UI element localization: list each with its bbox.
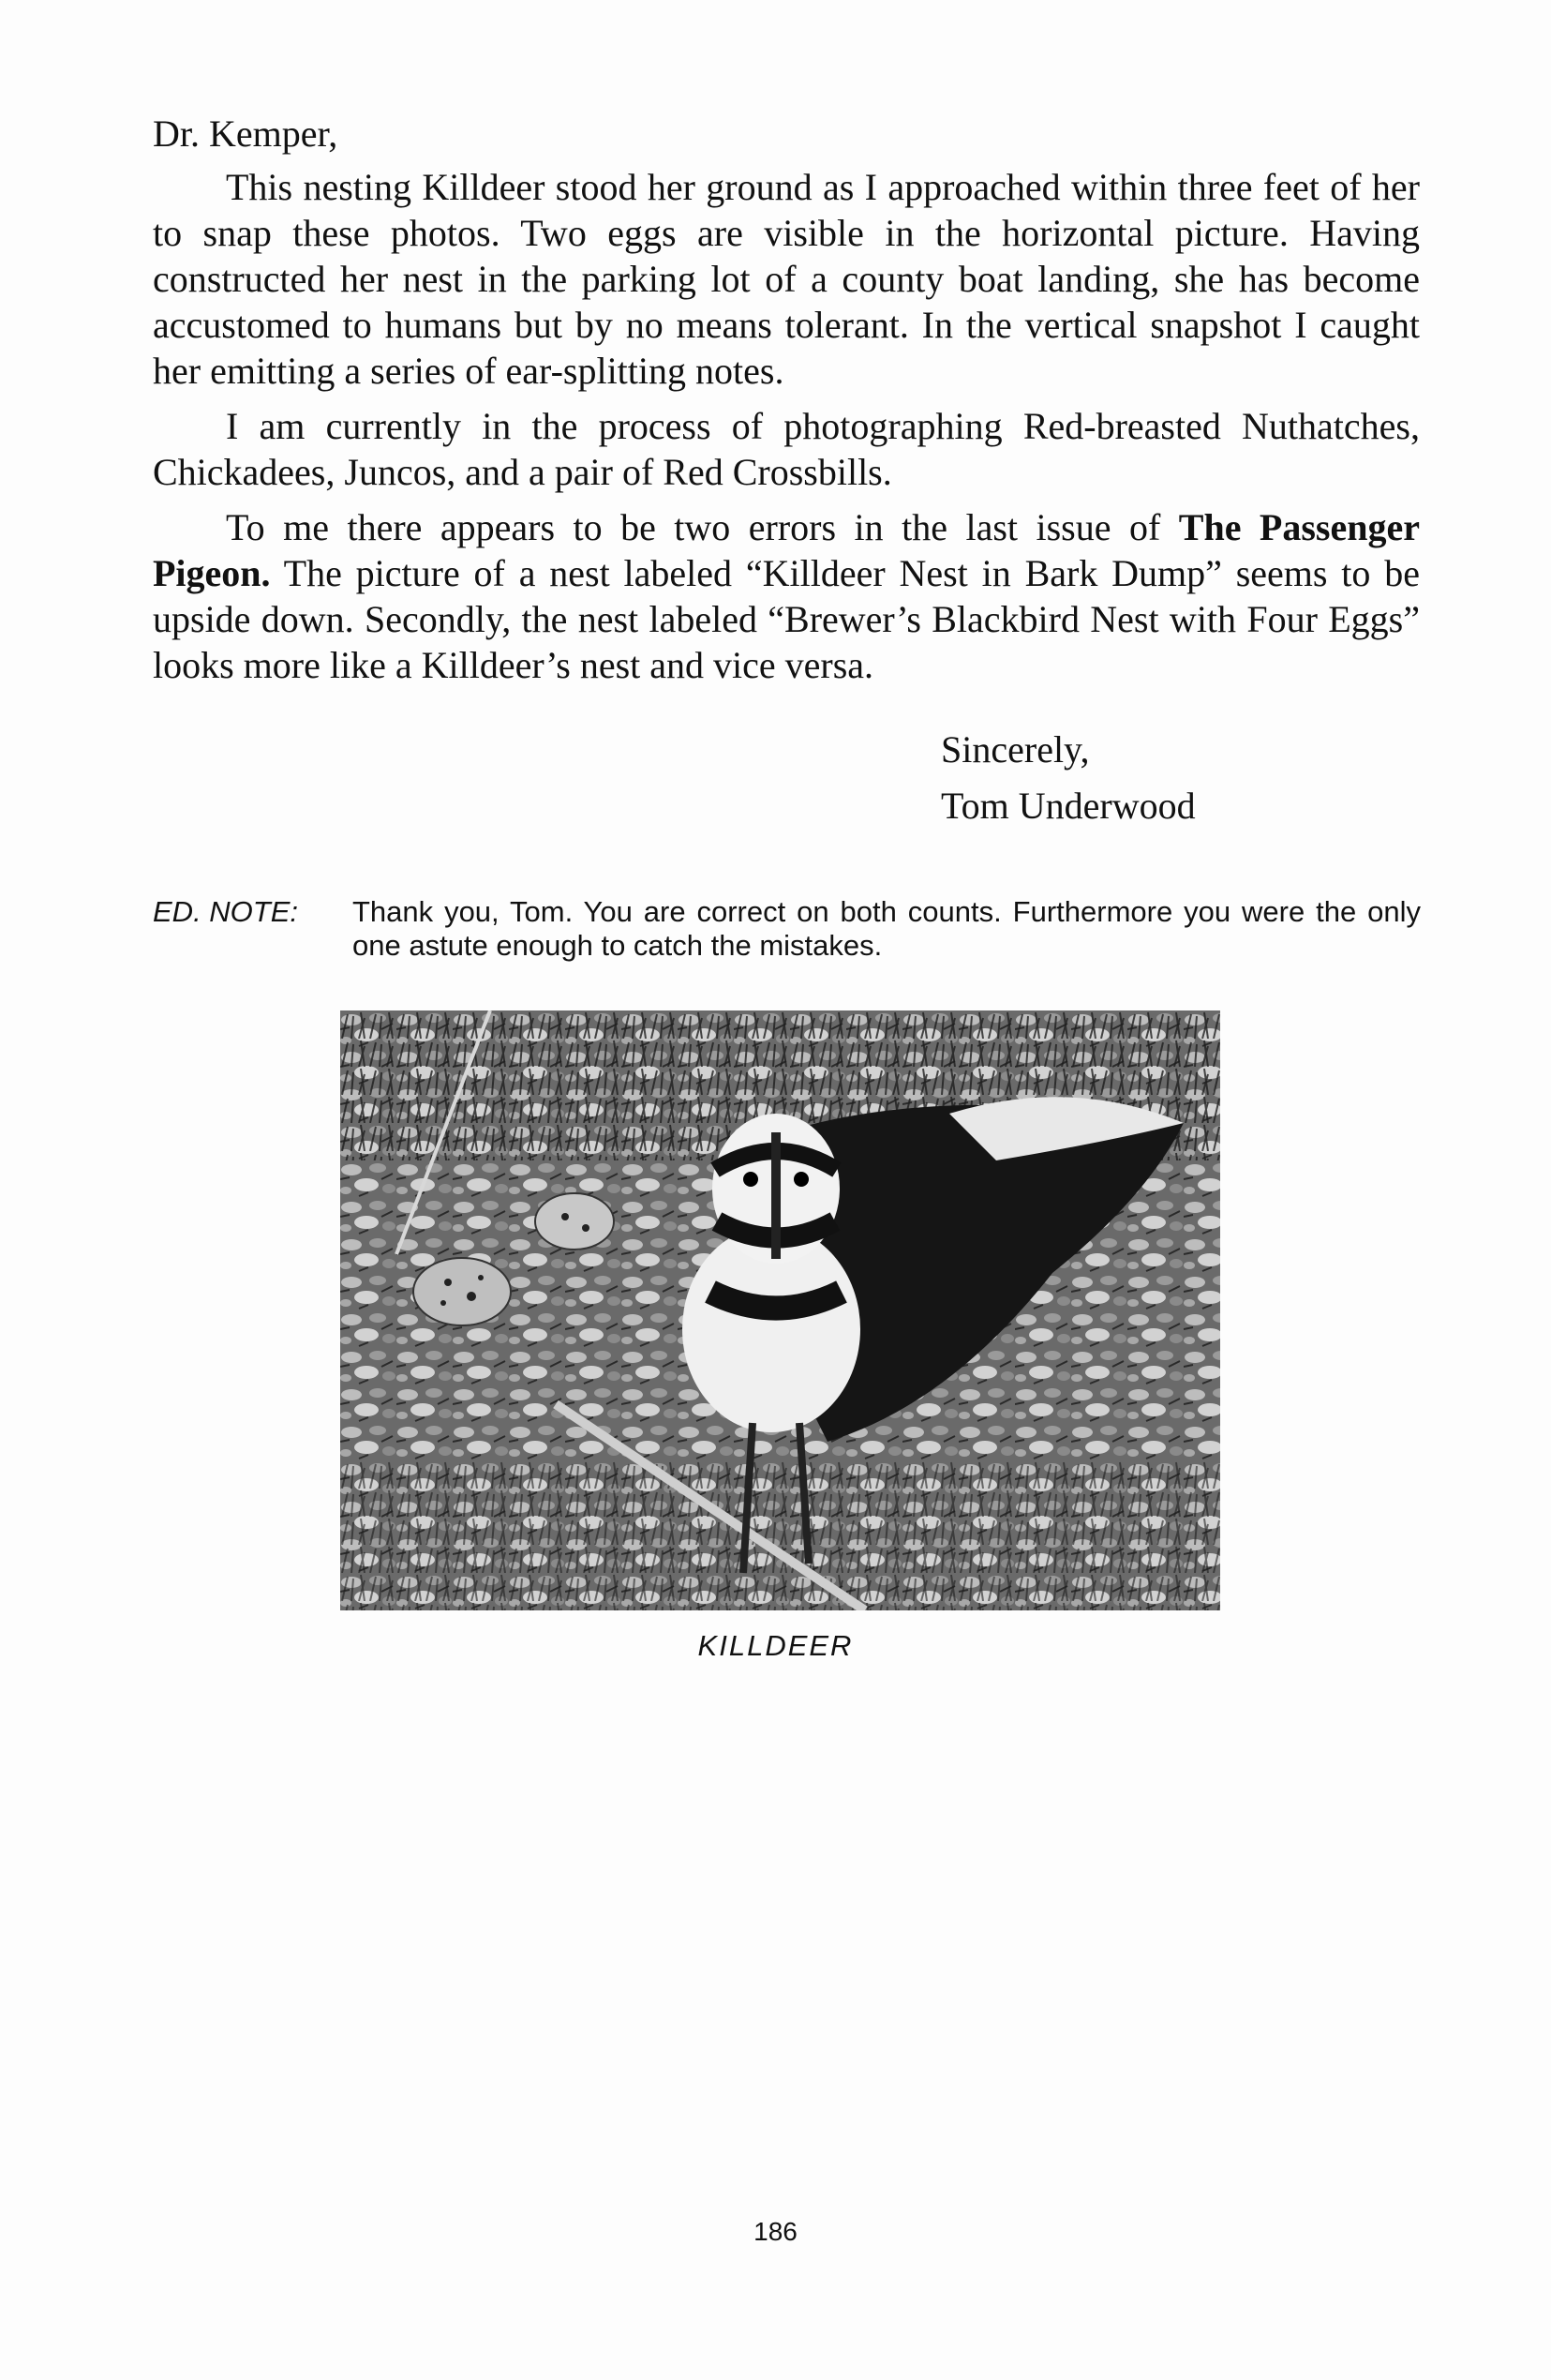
letter-paragraph xyxy=(153,403,1420,495)
letter-body xyxy=(153,111,1420,697)
letter-signature: Tom Underwood xyxy=(941,785,1196,827)
letter-paragraphs xyxy=(153,164,1420,688)
paragraph-text: This nesting Killdeer stood her ground as I approached within three feet of her to snap these photos. Two eggs are visible in the horizontal picture. Having constructed her nest in the parking lot of a county boat landing, she has become accustomed to humans but by no means tolerant. In the vertical snapshot I caught her emitting a series of ear-splitting notes. xyxy=(153,166,1420,392)
paragraph-text: I am currently in the process of photographing Red-breasted Nuthatches, Chickadees, Juncos, and a pair of Red Crossbills. xyxy=(153,405,1420,493)
editor-note-text: Thank you, Tom. You are correct on both counts. Furthermore you were the only one astute enough to catch the mistakes. xyxy=(352,895,1421,962)
letter-paragraph xyxy=(153,504,1420,688)
letter-closing-block xyxy=(941,722,1196,834)
paragraph-text: To me there appears to be two errors in the last issue of xyxy=(226,506,1179,548)
letter-closing: Sincerely, xyxy=(941,728,1090,771)
killdeer-photo-illustration xyxy=(340,1010,1220,1610)
killdeer-photo xyxy=(340,1010,1220,1610)
photo-caption: KILLDEER xyxy=(697,1629,854,1662)
page-number: 186 xyxy=(753,2217,798,2246)
letter-paragraph xyxy=(153,164,1420,394)
publication-title: The Passenger Pigeon. xyxy=(153,506,1420,594)
editor-note-label: ED. NOTE: xyxy=(153,895,299,928)
letter-salutation: Dr. Kemper, xyxy=(153,112,338,155)
paragraph-text: The picture of a nest labeled “Killdeer Nest in Bark Dump” seems to be upside down. Secondly, the nest labeled “Brewer’s Blackbird Nest with Four Eggs” looks more like a Killdeer’s nest and vice versa. xyxy=(153,552,1420,686)
